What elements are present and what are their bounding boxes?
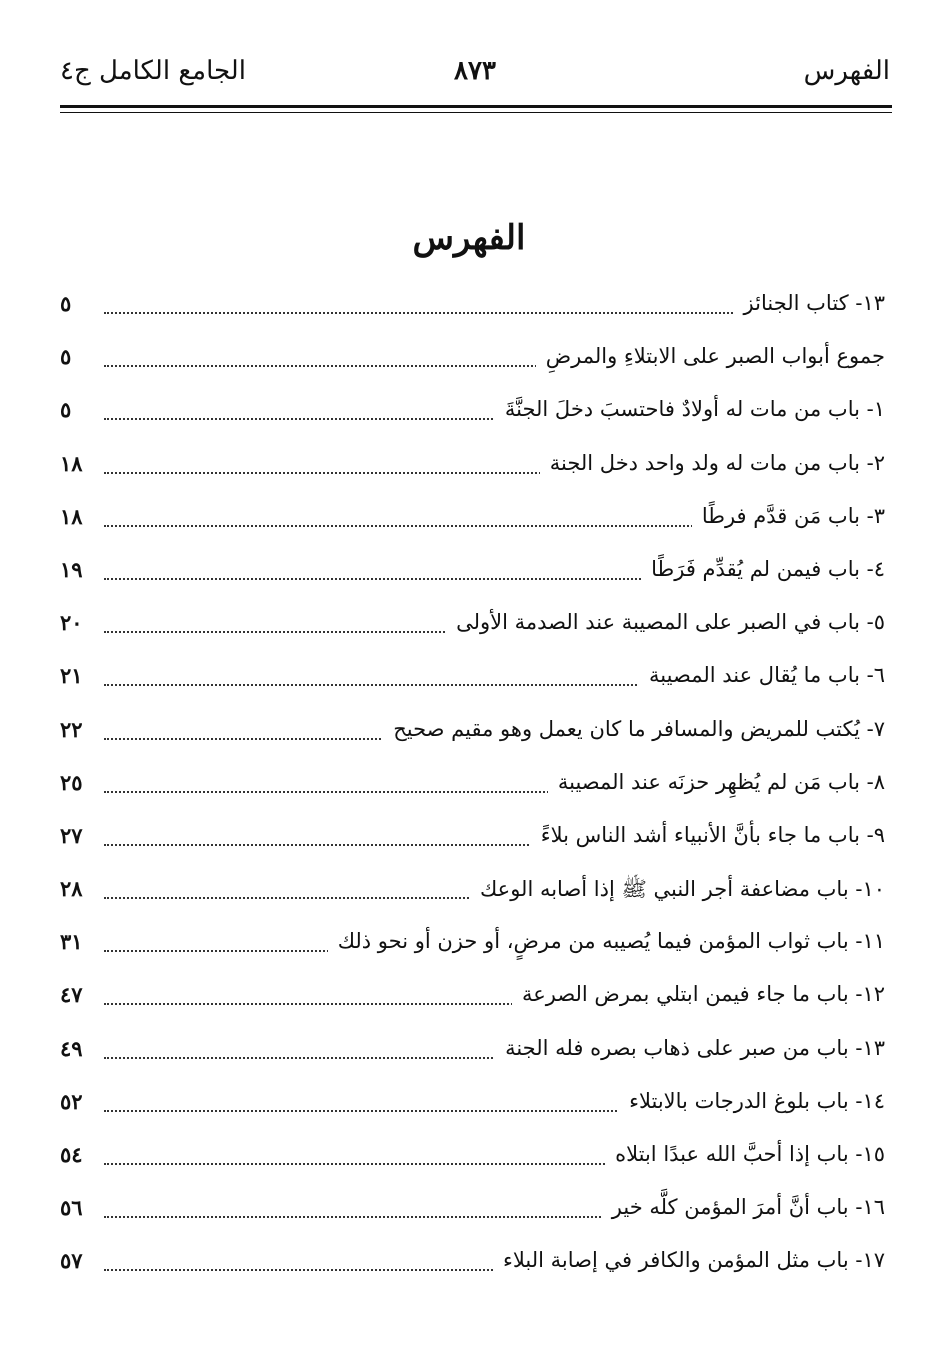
- toc-entry: [60, 655, 885, 708]
- toc-entry: [60, 974, 885, 1027]
- running-header-section: الفهرس: [803, 56, 890, 86]
- toc-entry-page: ١٩: [60, 556, 83, 582]
- toc-entry-page: ١٨: [60, 450, 83, 476]
- toc-entry: [60, 1081, 885, 1134]
- toc-entry-page: ٢٥: [60, 769, 83, 795]
- toc-entry-title: ٧- يُكتب للمريض والمسافر ما كان يعمل وهو مقيم صحيح: [383, 717, 885, 741]
- toc-entry: [60, 709, 885, 762]
- toc-entry-title: ٢- باب من مات له ولد واحد دخل الجنة: [540, 451, 885, 475]
- toc-entry-title: ١١- باب ثواب المؤمن فيما يُصيبه من مرضٍ، أو حزن أو نحو ذلك: [328, 929, 885, 953]
- toc-entry: [60, 868, 885, 921]
- toc-entry: [60, 1134, 885, 1187]
- toc-entry-title: ١- باب من مات له أولادٌ فاحتسبَ دخلَ الجنَّةَ: [495, 397, 885, 421]
- toc-entry-title: ١٧- باب مثل المؤمن والكافر في إصابة البلاء: [493, 1248, 885, 1272]
- toc-entry-title: ١٣- كتاب الجنائز: [734, 291, 885, 315]
- toc-entry: [60, 762, 885, 815]
- toc-entry-title: ٣- باب مَن قدَّم فرطًا: [692, 504, 885, 528]
- toc-entry-page: ٢١: [60, 663, 83, 689]
- toc-entry: [60, 1187, 885, 1240]
- toc-entry-title: ١٤- باب بلوغ الدرجات بالابتلاء: [619, 1089, 885, 1113]
- toc-entry-page: ٤٧: [60, 982, 83, 1008]
- toc-entry-page: ٥: [60, 397, 72, 423]
- toc-entry: [60, 549, 885, 602]
- running-header-page-number: ٨٧٣: [454, 56, 496, 86]
- toc-entry: [60, 283, 885, 336]
- toc-entry-title: ١٥- باب إذا أحبَّ الله عبدًا ابتلاه: [605, 1142, 885, 1166]
- toc-entry-title: ٨- باب مَن لم يُظهِر حزنَه عند المصيبة: [548, 770, 885, 794]
- toc-entry-title: ٦- باب ما يُقال عند المصيبة: [639, 663, 885, 687]
- toc-entry-page: ١٨: [60, 503, 83, 529]
- toc-entry: [60, 336, 885, 389]
- toc-entry: [60, 815, 885, 868]
- toc-entry-page: ٥: [60, 291, 72, 316]
- toc-entry-page: ٢٠: [60, 610, 83, 636]
- toc-entry-page: ٣١: [60, 929, 83, 955]
- page-title: الفهرس: [412, 218, 526, 258]
- toc-entry: [60, 443, 885, 496]
- toc-entry: [60, 921, 885, 974]
- toc-entry: [60, 602, 885, 655]
- toc-entry: [60, 1028, 885, 1081]
- toc-entry: [60, 389, 885, 442]
- toc-list: [60, 283, 885, 1294]
- running-header-book-title: الجامع الكامل ج٤: [60, 56, 246, 86]
- toc-entry-title: ٥- باب في الصبر على المصيبة عند الصدمة الأولى: [446, 610, 885, 634]
- toc-entry-title: ١٠- باب مضاعفة أجر النبي ﷺ إذا أصابه الوعك: [470, 876, 885, 907]
- toc-entry-title: ٤- باب فيمن لم يُقدِّم فَرَطًا: [641, 557, 885, 581]
- toc-entry-page: ٢٧: [60, 822, 83, 848]
- toc-entry-page: ٢٢: [60, 716, 83, 742]
- toc-entry-page: ٥: [60, 344, 72, 370]
- toc-entry-page: ٢٨: [60, 876, 83, 902]
- toc-entry-page: ٥٦: [60, 1195, 83, 1221]
- header-rule-thin: [60, 112, 892, 113]
- toc-entry-title: ١٣- باب من صبر على ذهاب بصره فله الجنة: [495, 1036, 885, 1060]
- toc-entry-title: ١٢- باب ما جاء فيمن ابتلي بمرض الصرعة: [512, 982, 885, 1006]
- running-header: [60, 56, 890, 96]
- toc-entry-page: ٥٤: [60, 1142, 83, 1167]
- toc-entry-title: جموع أبواب الصبر على الابتلاءِ والمرضِ: [536, 344, 885, 368]
- toc-entry-title: ٩- باب ما جاء بأنَّ الأنبياء أشد الناس بلاءً: [531, 823, 885, 847]
- toc-entry-page: ٥٧: [60, 1248, 83, 1274]
- toc-entry-title: ١٦- باب أنَّ أمرَ المؤمن كلَّه خير: [602, 1195, 885, 1219]
- toc-entry-page: ٤٩: [60, 1035, 83, 1061]
- toc-entry: [60, 496, 885, 549]
- toc-entry: [60, 1240, 885, 1293]
- header-rule-thick: [60, 105, 892, 108]
- toc-entry-page: ٥٢: [60, 1088, 83, 1114]
